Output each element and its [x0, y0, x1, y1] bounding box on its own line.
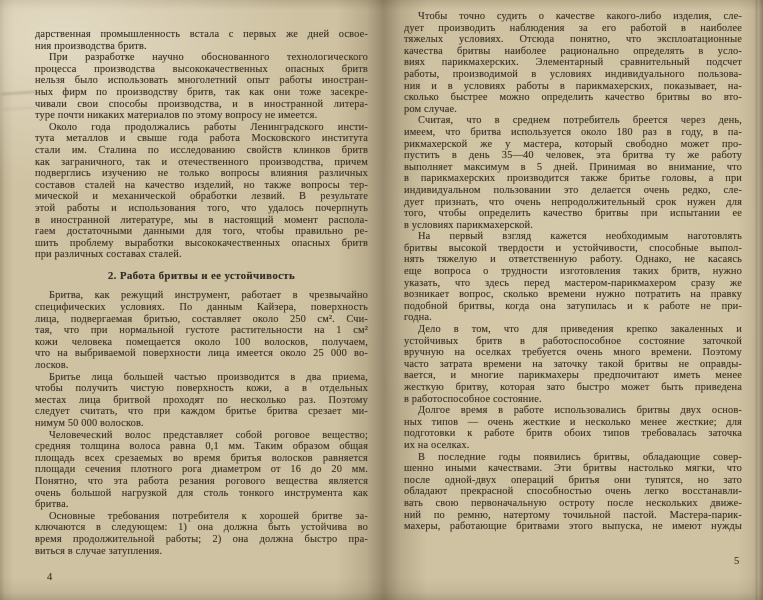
text-line: рикмахерской же у мастера, который свободно может про-: [404, 138, 742, 150]
text-line: время продолжительной работы; 2) она должна быстро пра-: [35, 533, 368, 545]
text-line: следует считать, что при каждом бритье бритва срезает ми-: [35, 406, 368, 418]
text-line: площади сечения плотного рога диаметром от 16 до 20 мм.: [35, 464, 368, 476]
text-line: их на оселках.: [404, 439, 470, 451]
text-line: качества бритвы наиболее рационально определять в усло-: [404, 45, 742, 57]
text-line: туре почти никаких материалов по этому вопросу не имеется.: [35, 110, 318, 122]
text-line: чивали свои способы производства, и в иностранной литера-: [35, 98, 368, 110]
text-line: имеем, что бритва используется около 180 раз в году, в па-: [404, 126, 742, 138]
text-line: ром случае.: [404, 103, 458, 115]
right-page-number: 5: [734, 556, 740, 567]
text-line: Чтобы точно судить о качестве какого-либо изделия, сле-: [418, 11, 742, 22]
text-line: после одной-двух операций бритья они тупятся, но зато: [404, 474, 742, 486]
text-line: индивидуальном пользовании это делается очень редко, сле-: [404, 184, 742, 196]
text-line: дарственная промышленность встала с первых же дней освое-: [35, 29, 368, 40]
text-line: пустить в день 35—40 человек, эта бритва ту же работу: [404, 150, 742, 162]
text-line: мической и механической обработки лезвий. В результате: [35, 191, 368, 203]
text-line: годна.: [404, 312, 432, 324]
text-line: ных фирм по производству бритв, так как они тоже засекре-: [35, 86, 368, 98]
text-line: лица, подвергаемая бритью, составляет около 250 см². Счи-: [35, 313, 368, 325]
text-line: подготовки к работе бритв обоих типов требовалась заточка: [404, 428, 742, 440]
text-line: шенно иными качествами. Эти бритвы настолько мягки, что: [404, 463, 742, 475]
left-page-text: [35, 29, 368, 557]
text-line: кожи человека помещается около 100 волосков, получаем,: [35, 336, 368, 348]
text-line: в работоспособное состояние.: [404, 393, 542, 405]
text-line: гаем достаточными данными для того, чтобы правильно ре-: [35, 226, 368, 238]
text-line: нимум 50 000 волосков.: [35, 418, 144, 429]
margin-pencil-mark: [1, 91, 36, 110]
text-line: В последние годы появились бритвы, обладающие совер-: [418, 451, 742, 463]
text-line: тая, что при нормальной густоте растительности на 1 см²: [35, 325, 368, 337]
text-line: лосков.: [35, 360, 69, 372]
text-line: площадь всех срезаемых во время бритья волосков равняется: [35, 452, 368, 464]
text-line: ных типов — очень жесткие и несколько менее жесткие; для: [404, 416, 742, 428]
text-line: вручную на оселках требуется очень много времени. Поэтому: [404, 347, 742, 359]
text-line: подверглись изучению не только вопросы влияния различных: [35, 168, 368, 180]
text-line: ний по ремню, натертому точильной пастой. Мастера-парик-: [404, 509, 742, 521]
text-line: часто затрата времени на заточку такой бритвы не оправды-: [404, 358, 742, 370]
text-line: При разработке научно обоснованного технологического: [49, 52, 368, 64]
left-page-number: 4: [47, 572, 53, 583]
text-line: тяжелых условиях. Отсюда понятно, что эксплоатационные: [404, 34, 742, 46]
page-fore-edge: [756, 0, 757, 600]
text-line: в иностранной литературе, мы в настоящий момент распола-: [35, 214, 368, 226]
text-line: дует производить наблюдения за его работой в наиболее: [404, 22, 742, 34]
text-line: сколько быстрее можно определить качество бритвы во вто-: [404, 92, 742, 104]
text-line: бритвы высокой твердости и устойчивости, способные выпол-: [404, 242, 742, 254]
text-line: еще вопроса о трудности изготовления таких бритв, нужно: [404, 266, 742, 278]
text-line: Считая, что в среднем потребитель бреется через день,: [418, 115, 742, 127]
text-line: возникает вопрос, сколько времени нужно потратить на правку: [404, 289, 742, 301]
text-line: подобной бритвы, когда она затупилась и к работе не при-: [404, 300, 742, 312]
text-line: специфических условиях. По данным Кайзера, поверхность: [35, 302, 368, 314]
text-line: Понятно, что эта работа резания рогового вещества является: [35, 475, 368, 487]
text-line: жесткую бритву, которая зато быстро может быть приведена: [404, 382, 742, 393]
text-line: процесса производства высококачественных опасных бритв: [35, 63, 368, 75]
text-line: средняя толщина волоса равна 0,1 мм. Таким образом общая: [35, 441, 368, 453]
text-line: ния производства бритв.: [35, 40, 147, 52]
text-line: стали им. Сталина по исследованию свойств клинков бритв: [35, 144, 368, 156]
text-line: ключаются в следующем: 1) она должна быть устойчива во: [35, 522, 368, 534]
text-line: бритва.: [35, 499, 69, 511]
text-line: местах лица бритвой проходят по несколько раз. Поэтому: [35, 394, 368, 406]
text-line: виться в случае затупления.: [35, 545, 163, 557]
text-line: виях парикмахерских. Элементарный сравнительный подсчет: [404, 57, 742, 69]
text-line: дует признать, что очень непродолжительный срок нужен для: [404, 196, 742, 208]
right-page-text: [404, 11, 742, 533]
text-line: Основные требования потребителя к хорошей бритве за-: [49, 510, 368, 522]
text-line: обладают прекрасной способностью очень легко восстанавли-: [404, 486, 742, 498]
text-line: устойчивых бритв в работоспособное состояние заточкой: [404, 335, 742, 347]
text-line: как заграничного, так и отечественного производства, причем: [35, 156, 368, 168]
text-line: Долгое время в работе использовались бритвы двух основ-: [418, 405, 742, 417]
text-line: этой работы и использования того, что удалось почерпнуть: [35, 202, 368, 214]
text-line: шить проблему выработки высококачественных опасных бритв: [35, 237, 368, 249]
text-line: что на выбриваемой поверхности лица имеется около 25 000 во-: [35, 348, 368, 360]
text-line: при различных составах сталей.: [35, 249, 182, 261]
section-heading: 2. Работа бритвы и ее устойчивость: [107, 269, 296, 282]
text-line: очень большой нагрузкой для столь тонкого инструмента как: [35, 487, 368, 499]
text-line: составов сталей на качество изделий, но также вопросы тер-: [35, 179, 368, 191]
text-line: того, чтобы определить качество бритвы при испытании ее: [404, 208, 742, 220]
text-line: На первый взгляд кажется необходимым наготовлять: [418, 231, 742, 243]
text-line: работы, производимой в условиях индивидуального пользова-: [404, 68, 742, 80]
text-line: махеры, работающие бритвами этого выпуска, не имеют нужды: [404, 521, 742, 533]
text-line: нять тяжелую и ответственную работу. Однако, не касаясь: [404, 254, 742, 266]
text-line: Дело в том, что для приведения крепко закаленных и: [418, 324, 742, 336]
text-line: чтобы получить чистую поверхность кожи, а в отдельных: [35, 383, 368, 395]
text-line: указать, что здесь перед мастером-парикмахером сразу же: [404, 277, 742, 289]
text-line: Человеческий волос представляет собой роговое вещество;: [49, 429, 368, 441]
text-line: тута металлов и свыше года работа Московского института: [35, 133, 368, 145]
text-line: ния и в условиях работы в парикмахерских, показывает, на-: [404, 80, 742, 92]
text-line: выполняет максимум в 5 дней. Принимая во внимание, что: [404, 161, 742, 173]
text-line: Бритва, как режущий инструмент, работает в чрезвычайно: [49, 290, 368, 302]
text-line: Около года продолжались работы Ленинградского инсти-: [49, 121, 368, 133]
text-line: Бритье лица большей частью производится в два приема,: [49, 371, 368, 383]
text-line: вается, и многие парикмахеры предпочитают иметь менее: [404, 370, 742, 382]
text-line: нельзя было использовать многолетний опыт работы иностран-: [35, 75, 368, 87]
text-line: вать свою первоначальную остроту после нескольких движе-: [404, 497, 742, 509]
text-line: в условиях парикмахерской.: [404, 219, 533, 231]
text-line: в парикмахерских производится также бритье головы, а при: [404, 173, 742, 185]
